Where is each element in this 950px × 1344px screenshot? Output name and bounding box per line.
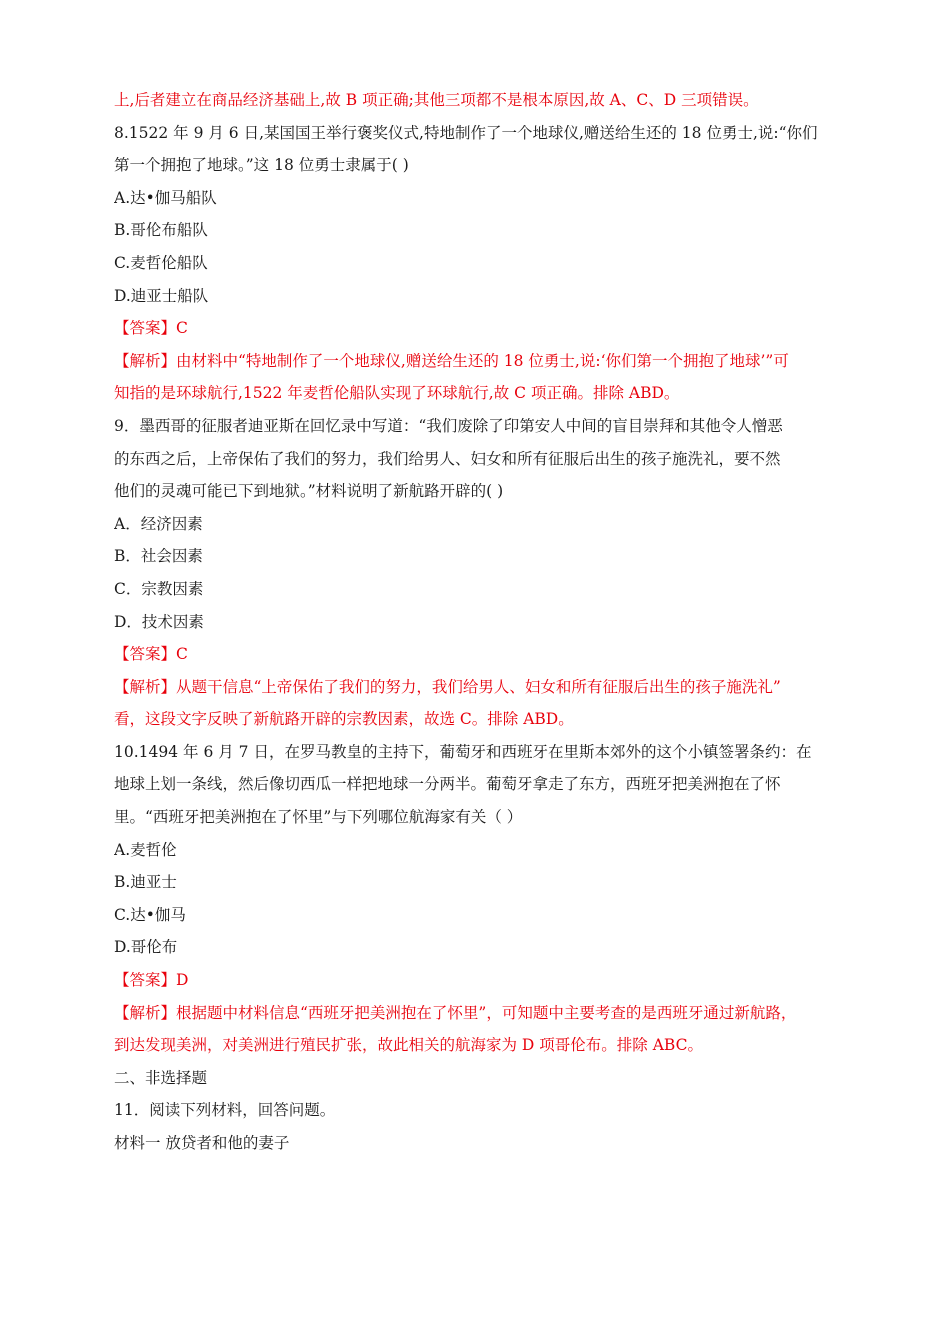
- text-line: C.达•伽马: [114, 905, 186, 924]
- answer-line: 看，这段文字反映了新航路开辟的宗教因素，故选 C。排除 ABD。: [114, 710, 574, 729]
- text-line: 10.1494 年 6 月 7 日，在罗马教皇的主持下，葡萄牙和西班牙在里斯本郊外的这个小镇签署条约：在: [114, 742, 812, 761]
- text-line: 9．墨西哥的征服者迪亚斯在回忆录中写道：“我们废除了印第安人中间的盲目崇拜和其他令人憎恶: [114, 416, 783, 435]
- answer-line: 到达发现美洲，对美洲进行殖民扩张，故此相关的航海家为 D 项哥伦布。排除 ABC。: [114, 1036, 703, 1055]
- text-line: 二、非选择题: [114, 1068, 208, 1087]
- text-line: D.哥伦布: [114, 938, 178, 957]
- answer-line: 知指的是环球航行,1522 年麦哲伦船队实现了环球航行,故 C 项正确。排除 ABD。: [114, 384, 680, 403]
- document-body: [114, 84, 844, 1160]
- text-line: D.迪亚士船队: [114, 286, 209, 305]
- text-line: A.麦哲伦: [114, 840, 177, 859]
- answer-line: 上,后者建立在商品经济基础上,故 B 项正确;其他三项都不是根本原因,故 A、C、D 三项错误。: [114, 91, 759, 109]
- text-line: 里。“西班牙把美洲抱在了怀里”与下列哪位航海家有关（ ）: [114, 808, 523, 827]
- text-line: 11．阅读下列材料，回答问题。: [114, 1101, 336, 1120]
- text-line: B.迪亚士: [114, 873, 177, 892]
- answer-line: 【解析】从题干信息“上帝保佑了我们的努力，我们给男人、妇女和所有征服后出生的孩子施洗礼”: [114, 677, 781, 696]
- text-line: C.麦哲伦船队: [114, 253, 208, 272]
- answer-line: 【答案】C: [114, 319, 188, 338]
- text-line: A.达•伽马船队: [114, 188, 217, 207]
- text-line: 第一个拥抱了地球。”这 18 位勇士隶属于( ): [114, 156, 409, 175]
- text-line: 材料一 放贷者和他的妻子: [114, 1134, 290, 1152]
- answer-line: 【答案】D: [114, 971, 189, 990]
- text-line: 他们的灵魂可能已下到地狱。”材料说明了新航路开辟的( ): [114, 482, 504, 501]
- text-line: 的东西之后，上帝保佑了我们的努力，我们给男人、妇女和所有征服后出生的孩子施洗礼，要不然: [114, 449, 781, 468]
- text-line: 地球上划一条线，然后像切西瓜一样把地球一分两半。葡萄牙拿走了东方，西班牙把美洲抱在了怀: [114, 775, 781, 794]
- text-line: 8.1522 年 9 月 6 日,某国国王举行褒奖仪式,特地制作了一个地球仪,赠送给生还的 18 位勇士,说:“你们: [114, 123, 818, 142]
- answer-line: 【解析】根据题中材料信息“西班牙把美洲抱在了怀里”，可知题中主要考查的是西班牙通过新航路，: [114, 1003, 797, 1022]
- text-line: A．经济因素: [114, 514, 203, 533]
- text-line: B.哥伦布船队: [114, 221, 208, 240]
- text-line: B．社会因素: [114, 547, 203, 566]
- text-line: C．宗教因素: [114, 579, 204, 598]
- text-line: D．技术因素: [114, 612, 204, 631]
- answer-line: 【答案】C: [114, 645, 188, 664]
- answer-line: 【解析】由材料中“特地制作了一个地球仪,赠送给生还的 18 位勇士,说:‘你们第一个拥抱了地球’”可: [114, 351, 789, 370]
